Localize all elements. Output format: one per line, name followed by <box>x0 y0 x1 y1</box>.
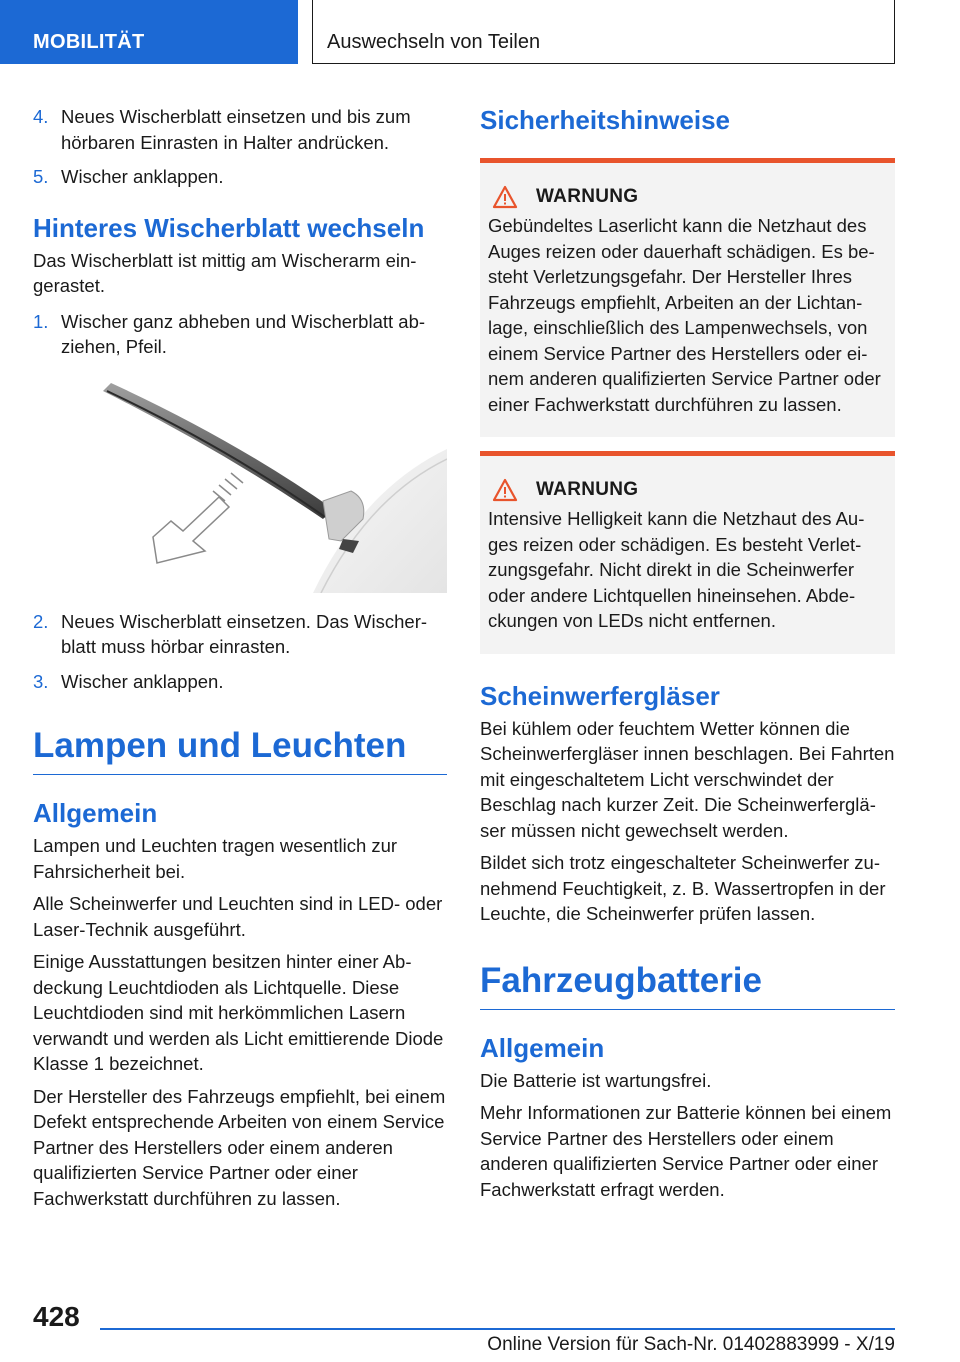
step-item <box>33 309 447 360</box>
warning-title: WARNUNG <box>536 479 639 500</box>
warning-triangle-icon <box>492 478 518 502</box>
warning-header <box>488 478 887 502</box>
step-number: 4. <box>33 106 49 127</box>
paragraph: Einige Ausstattungen besitzen hinter einer Abdeckung Leuchtdioden als Lichtquelle. Diese Leuchtdioden sind mit herkömmlichen Lasern verwandt und werden als Licht emittierende Diode Klasse 1 bezeichnet. <box>33 951 444 1074</box>
rear-wiper-heading: Hinteres Wischerblatt wechseln <box>33 212 425 243</box>
warning-header <box>488 185 887 209</box>
step-text: Wischer anklappen. <box>61 166 224 187</box>
footer-divider <box>100 1328 895 1330</box>
right-column <box>480 104 895 1209</box>
warning-title: WARNUNG <box>536 186 639 207</box>
wiper-blade-image <box>33 369 447 593</box>
chapter-title: Auswechseln von Teilen <box>312 0 895 64</box>
step-number: 3. <box>33 670 49 692</box>
step-item <box>33 164 447 190</box>
paragraph: Die Batterie ist wartungsfrei. <box>480 1069 712 1091</box>
headlight-glass-heading: Scheinwerfergläser <box>480 680 720 711</box>
paragraph: Bildet sich trotz eingeschalteter Scheinwerfer zunehmend Feuchtigkeit, z. B. Wassertropfen in der Leuchte, die Scheinwerfer prüfen lassen. <box>480 852 886 924</box>
step-text: Neues Wischerblatt einsetzen und bis zum hörbaren Einrasten in Halter andrücken. <box>61 106 411 153</box>
warning-box <box>480 451 895 654</box>
page-number: 428 <box>33 1301 80 1332</box>
paragraph: Bei kühlem oder feuchtem Wetter können die Scheinwerfergläser innen beschlagen. Bei Fahrten mit eingeschaltetem Licht verschwindet der Beschlag nach kurzer Zeit. Die Scheinwerfergläser müssen nicht gewechselt werden. <box>480 717 895 841</box>
rear-wiper-intro: Das Wischerblatt ist mittig am Wischerarm eingerastet. <box>33 249 417 296</box>
warning-text: Gebündeltes Laserlicht kann die Netzhaut des Auges reizen oder dauerhaft schädigen. Es besteht Verletzungsgefahr. Der Hersteller Ihres Fahrzeugs empfiehlt, Arbeiten an der Lichtanlage, einschließlich des Lampenwechsels, von einem Service Partner des Herstellers oder einem anderen qualifizierten Service Partner oder einer Fachwerkstatt durchführen zu lassen. <box>488 215 881 415</box>
step-item <box>33 669 447 695</box>
step-number: 5. <box>33 166 49 187</box>
wiper-illustration <box>33 369 447 593</box>
warning-text: Intensive Helligkeit kann die Netzhaut des Auges reizen oder schädigen. Es besteht Verletzungsgefahr. Nicht direkt in die Scheinwerfer oder andere Lichtquellen hineinsehen. Abdeckungen von LEDs nicht entfernen. <box>488 508 865 631</box>
removal-arrow-icon <box>153 473 243 563</box>
step-text: Neues Wischerblatt einsetzen. Das Wischerblatt muss hörbar einrasten. <box>61 610 428 657</box>
step-number: 2. <box>33 610 49 632</box>
step-item <box>33 609 447 660</box>
paragraph: Lampen und Leuchten tragen wesentlich zur Fahrsicherheit bei. <box>33 835 398 882</box>
battery-general-heading: Allgemein <box>480 1032 605 1063</box>
paragraph: Der Hersteller des Fahrzeugs empfiehlt, bei einem Defekt entsprechende Arbeiten von einem Service Partner des Herstellers oder einem anderen qualifizierten Service Partner oder einer Fachwerkstatt durchführen zu lassen. <box>33 1085 446 1209</box>
version-text: Online Version für Sach-Nr. 01402883999 - X/19 <box>487 1334 895 1355</box>
warning-triangle-icon <box>492 185 518 209</box>
general-heading: Allgemein <box>33 798 158 828</box>
warning-box <box>480 158 895 437</box>
step-item <box>33 104 447 155</box>
safety-heading: Sicherheitshinweise <box>480 105 730 135</box>
left-column <box>33 104 447 1218</box>
battery-heading: Fahrzeugbatterie <box>480 959 895 1010</box>
step-text: Wischer anklappen. <box>61 670 224 692</box>
section-tab: MOBILITÄT <box>0 0 298 64</box>
step-number: 1. <box>33 310 49 332</box>
lamps-heading: Lampen und Leuchten <box>33 724 447 775</box>
paragraph: Alle Scheinwerfer und Leuchten sind in LED- oder Laser-Technik ausgeführt. <box>33 893 443 940</box>
step-text: Wischer ganz abheben und Wischerblatt abziehen, Pfeil. <box>61 310 426 357</box>
paragraph: Mehr Informationen zur Batterie können bei einem Service Partner des Herstellers oder einem anderen qualifizierten Service Partner oder einer Fachwerkstatt erfragt werden. <box>480 1102 892 1200</box>
